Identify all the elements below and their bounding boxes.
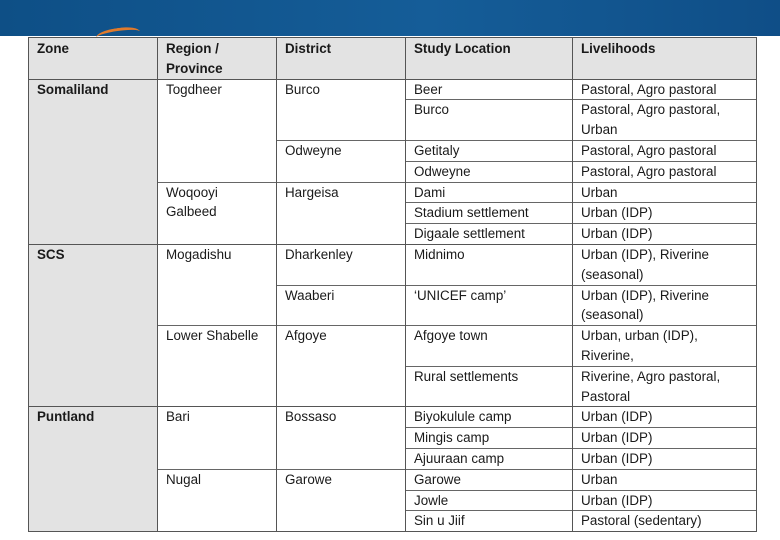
livelihood-cell: Urban (IDP), Riverine (seasonal) [573,285,757,326]
location-cell: Afgoye town [406,326,573,367]
region-cell: Togdheer [158,79,277,182]
livelihood-cell: Pastoral (sedentary) [573,511,757,532]
study-locations-table [28,37,757,532]
region-cell: Bari [158,407,277,469]
table-row [29,79,757,100]
region-cell: Lower Shabelle [158,326,277,407]
zone-cell: Puntland [29,407,158,532]
livelihood-cell: Urban (IDP) [573,224,757,245]
location-cell: Burco [406,100,573,141]
livelihood-cell: Urban (IDP), Riverine (seasonal) [573,244,757,285]
zone-cell: Somaliland [29,79,158,244]
location-cell: Jowle [406,490,573,511]
district-cell: Hargeisa [277,182,406,244]
location-cell: Digaale settlement [406,224,573,245]
district-cell: Odweyne [277,140,406,182]
livelihood-cell: Urban (IDP) [573,428,757,449]
header-district: District [277,38,406,80]
location-cell: Sin u Jiif [406,511,573,532]
livelihood-cell: Riverine, Agro pastoral, Pastoral [573,366,757,407]
header-region: Region / Province [158,38,277,80]
livelihood-cell: Urban, urban (IDP), Riverine, [573,326,757,367]
location-cell: Beer [406,79,573,100]
livelihood-cell: Urban (IDP) [573,448,757,469]
livelihood-cell: Pastoral, Agro pastoral [573,79,757,100]
header-zone: Zone [29,38,158,80]
location-cell: Ajuuraan camp [406,448,573,469]
region-cell: Mogadishu [158,244,277,325]
district-cell: Afgoye [277,326,406,407]
livelihood-cell: Urban (IDP) [573,490,757,511]
location-cell: Getitaly [406,140,573,161]
region-cell: Woqooyi Galbeed [158,182,277,244]
location-cell: Garowe [406,469,573,490]
header-livelihoods: Livelihoods [573,38,757,80]
location-cell: ‘UNICEF camp’ [406,285,573,326]
location-cell: Biyokulule camp [406,407,573,428]
location-cell: Midnimo [406,244,573,285]
table-row [29,407,757,428]
district-cell: Bossaso [277,407,406,469]
header-study-location: Study Location [406,38,573,80]
livelihood-cell: Urban (IDP) [573,407,757,428]
location-cell: Dami [406,182,573,203]
livelihood-cell: Pastoral, Agro pastoral [573,161,757,182]
district-cell: Waaberi [277,285,406,326]
zone-cell: SCS [29,244,158,406]
livelihood-cell: Pastoral, Agro pastoral, Urban [573,100,757,141]
table-row [29,244,757,285]
district-cell: Dharkenley [277,244,406,285]
district-cell: Garowe [277,469,406,531]
location-cell: Odweyne [406,161,573,182]
livelihood-cell: Pastoral, Agro pastoral [573,140,757,161]
location-cell: Rural settlements [406,366,573,407]
location-cell: Stadium settlement [406,203,573,224]
district-cell: Burco [277,79,406,140]
livelihood-cell: Urban [573,469,757,490]
region-cell: Nugal [158,469,277,531]
livelihood-cell: Urban [573,182,757,203]
table-header-row [29,38,757,80]
location-cell: Mingis camp [406,428,573,449]
livelihood-cell: Urban (IDP) [573,203,757,224]
